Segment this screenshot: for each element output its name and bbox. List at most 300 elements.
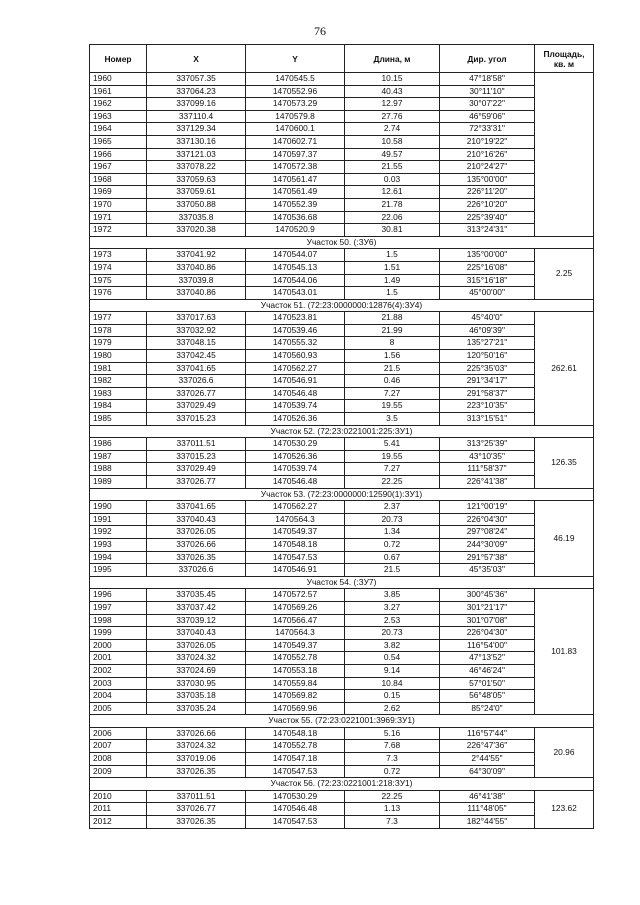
- x-cell: 337040.86: [147, 287, 246, 300]
- x-cell: 337037.42: [147, 601, 246, 614]
- y-cell: 1470547.18: [246, 753, 345, 766]
- table-row: [90, 538, 594, 551]
- angle-cell: 313°24'31": [440, 224, 535, 237]
- length-cell: 19.55: [345, 450, 440, 463]
- point-number-cell: 1971: [90, 211, 147, 224]
- x-cell: 337026.66: [147, 727, 246, 740]
- angle-cell: 45°00'00": [440, 287, 535, 300]
- table-row: [90, 614, 594, 627]
- y-cell: 1470564.3: [246, 627, 345, 640]
- point-number-cell: 1960: [90, 73, 147, 86]
- angle-cell: 30°07'22": [440, 98, 535, 111]
- length-cell: 9.14: [345, 664, 440, 677]
- y-cell: 1470564.3: [246, 513, 345, 526]
- x-cell: 337057.35: [147, 73, 246, 86]
- angle-cell: 135°00'00": [440, 173, 535, 186]
- point-number-cell: 1995: [90, 564, 147, 577]
- point-number-cell: 2009: [90, 765, 147, 778]
- y-cell: 1470600.1: [246, 123, 345, 136]
- length-cell: 40.43: [345, 85, 440, 98]
- x-cell: 337026.05: [147, 639, 246, 652]
- length-cell: 0.15: [345, 690, 440, 703]
- point-number-cell: 1991: [90, 513, 147, 526]
- x-cell: 337099.16: [147, 98, 246, 111]
- y-cell: 1470559.84: [246, 677, 345, 690]
- y-cell: 1470569.96: [246, 702, 345, 715]
- angle-cell: 120°50'16": [440, 350, 535, 363]
- length-cell: 27.76: [345, 110, 440, 123]
- length-cell: 1.51: [345, 261, 440, 274]
- angle-cell: 297°08'24": [440, 526, 535, 539]
- x-cell: 337041.92: [147, 249, 246, 262]
- length-cell: 2.74: [345, 123, 440, 136]
- y-cell: 1470544.07: [246, 249, 345, 262]
- length-cell: 12.97: [345, 98, 440, 111]
- length-cell: 7.27: [345, 387, 440, 400]
- y-cell: 1470546.48: [246, 476, 345, 489]
- length-cell: 3.27: [345, 601, 440, 614]
- table-row: [90, 362, 594, 375]
- angle-cell: 135°27'21": [440, 337, 535, 350]
- table-row: [90, 702, 594, 715]
- y-cell: 1470561.49: [246, 186, 345, 199]
- x-cell: 337064.23: [147, 85, 246, 98]
- y-cell: 1470548.18: [246, 538, 345, 551]
- y-cell: 1470560.93: [246, 350, 345, 363]
- x-cell: 337040.43: [147, 513, 246, 526]
- table-row: [90, 224, 594, 237]
- angle-cell: 226°04'30": [440, 627, 535, 640]
- section-title: Участок 54. (:ЗУ7): [90, 576, 594, 589]
- y-cell: 1470547.53: [246, 816, 345, 829]
- point-number-cell: 2002: [90, 664, 147, 677]
- col-header-y: Y: [246, 45, 345, 73]
- y-cell: 1470572.38: [246, 161, 345, 174]
- length-cell: 3.82: [345, 639, 440, 652]
- y-cell: 1470573.29: [246, 98, 345, 111]
- col-header-area: Площадь, кв. м: [535, 45, 594, 73]
- length-cell: 5.41: [345, 438, 440, 451]
- angle-cell: 182°44'55": [440, 816, 535, 829]
- col-header-x: X: [147, 45, 246, 73]
- point-number-cell: 2008: [90, 753, 147, 766]
- x-cell: 337026.6: [147, 564, 246, 577]
- point-number-cell: 1985: [90, 413, 147, 426]
- point-number-cell: 1994: [90, 551, 147, 564]
- table-row: [90, 337, 594, 350]
- angle-cell: 301°21'17": [440, 601, 535, 614]
- x-cell: 337078.22: [147, 161, 246, 174]
- length-cell: 22.25: [345, 790, 440, 803]
- point-number-cell: 1983: [90, 387, 147, 400]
- table-row: [90, 727, 594, 740]
- table-row: [90, 664, 594, 677]
- length-cell: 49.57: [345, 148, 440, 161]
- y-cell: 1470546.91: [246, 375, 345, 388]
- x-cell: 337024.32: [147, 652, 246, 665]
- angle-cell: 223°10'35": [440, 400, 535, 413]
- point-number-cell: 1986: [90, 438, 147, 451]
- length-cell: 21.99: [345, 324, 440, 337]
- point-number-cell: 1977: [90, 312, 147, 325]
- point-number-cell: 1964: [90, 123, 147, 136]
- x-cell: 337011.51: [147, 790, 246, 803]
- length-cell: 2.53: [345, 614, 440, 627]
- point-number-cell: 2004: [90, 690, 147, 703]
- y-cell: 1470546.91: [246, 564, 345, 577]
- table-row: [90, 98, 594, 111]
- section-title: Участок 53. (72:23:0000000:12590(1):ЗУ1): [90, 488, 594, 501]
- point-number-cell: 1974: [90, 261, 147, 274]
- length-cell: 10.15: [345, 73, 440, 86]
- table-row: [90, 526, 594, 539]
- table-row: [90, 476, 594, 489]
- x-cell: 337026.77: [147, 476, 246, 489]
- angle-cell: 30°11'10": [440, 85, 535, 98]
- point-number-cell: 1973: [90, 249, 147, 262]
- length-cell: 5.16: [345, 727, 440, 740]
- angle-cell: 57°01'50": [440, 677, 535, 690]
- point-number-cell: 1978: [90, 324, 147, 337]
- y-cell: 1470549.37: [246, 639, 345, 652]
- length-cell: 20.73: [345, 513, 440, 526]
- point-number-cell: 1980: [90, 350, 147, 363]
- length-cell: 1.49: [345, 274, 440, 287]
- table-row: [90, 324, 594, 337]
- point-number-cell: 2001: [90, 652, 147, 665]
- table-row: [90, 652, 594, 665]
- y-cell: 1470526.36: [246, 450, 345, 463]
- point-number-cell: 1969: [90, 186, 147, 199]
- table-row: [90, 287, 594, 300]
- y-cell: 1470530.29: [246, 438, 345, 451]
- section-title: Участок 50. (:ЗУ6): [90, 236, 594, 249]
- length-cell: 22.06: [345, 211, 440, 224]
- x-cell: 337029.49: [147, 463, 246, 476]
- x-cell: 337042.45: [147, 350, 246, 363]
- angle-cell: 225°39'40": [440, 211, 535, 224]
- table-row: [90, 564, 594, 577]
- point-number-cell: 1984: [90, 400, 147, 413]
- area-cell: 262.61: [535, 312, 594, 425]
- table-row: [90, 387, 594, 400]
- col-header-number: Номер: [90, 45, 147, 73]
- table-row: [90, 375, 594, 388]
- section-row: [90, 778, 594, 791]
- length-cell: 7.3: [345, 753, 440, 766]
- x-cell: 337011.51: [147, 438, 246, 451]
- angle-cell: 226°47'36": [440, 740, 535, 753]
- section-row: [90, 425, 594, 438]
- point-number-cell: 2005: [90, 702, 147, 715]
- angle-cell: 291°57'38": [440, 551, 535, 564]
- y-cell: 1470536.68: [246, 211, 345, 224]
- area-cell: 123.62: [535, 790, 594, 828]
- length-cell: 2.62: [345, 702, 440, 715]
- table-row: [90, 123, 594, 136]
- point-number-cell: 2010: [90, 790, 147, 803]
- coordinates-table: [89, 44, 594, 829]
- y-cell: 1470545.13: [246, 261, 345, 274]
- length-cell: 0.72: [345, 538, 440, 551]
- x-cell: 337015.23: [147, 450, 246, 463]
- length-cell: 7.68: [345, 740, 440, 753]
- angle-cell: 313°15'51": [440, 413, 535, 426]
- angle-cell: 46°59'06": [440, 110, 535, 123]
- col-header-length: Длина, м: [345, 45, 440, 73]
- point-number-cell: 1972: [90, 224, 147, 237]
- angle-cell: 244°30'09": [440, 538, 535, 551]
- angle-cell: 226°10'20": [440, 198, 535, 211]
- x-cell: 337019.06: [147, 753, 246, 766]
- x-cell: 337121.03: [147, 148, 246, 161]
- angle-cell: 47°13'52": [440, 652, 535, 665]
- point-number-cell: 1967: [90, 161, 147, 174]
- y-cell: 1470569.26: [246, 601, 345, 614]
- point-number-cell: 1996: [90, 589, 147, 602]
- angle-cell: 210°19'22": [440, 135, 535, 148]
- x-cell: 337059.63: [147, 173, 246, 186]
- length-cell: 7.27: [345, 463, 440, 476]
- point-number-cell: 1976: [90, 287, 147, 300]
- x-cell: 337035.24: [147, 702, 246, 715]
- table-row: [90, 601, 594, 614]
- y-cell: 1470569.82: [246, 690, 345, 703]
- table-row: [90, 438, 594, 451]
- table-row: [90, 589, 594, 602]
- table-row: [90, 816, 594, 829]
- point-number-cell: 1988: [90, 463, 147, 476]
- table-row: [90, 803, 594, 816]
- x-cell: 337129.34: [147, 123, 246, 136]
- y-cell: 1470553.18: [246, 664, 345, 677]
- length-cell: 22.25: [345, 476, 440, 489]
- point-number-cell: 1968: [90, 173, 147, 186]
- x-cell: 337024.69: [147, 664, 246, 677]
- x-cell: 337035.8: [147, 211, 246, 224]
- y-cell: 1470566.47: [246, 614, 345, 627]
- y-cell: 1470530.29: [246, 790, 345, 803]
- angle-cell: 291°58'37": [440, 387, 535, 400]
- y-cell: 1470555.32: [246, 337, 345, 350]
- y-cell: 1470543.01: [246, 287, 345, 300]
- y-cell: 1470545.5: [246, 73, 345, 86]
- x-cell: 337130.16: [147, 135, 246, 148]
- y-cell: 1470539.74: [246, 463, 345, 476]
- table-row: [90, 85, 594, 98]
- angle-cell: 56°48'05": [440, 690, 535, 703]
- table-row: [90, 740, 594, 753]
- angle-cell: 116°54'00": [440, 639, 535, 652]
- angle-cell: 46°46'24": [440, 664, 535, 677]
- col-header-angle: Дир. угол: [440, 45, 535, 73]
- angle-cell: 225°16'08": [440, 261, 535, 274]
- table-row: [90, 790, 594, 803]
- angle-cell: 2°44'55": [440, 753, 535, 766]
- table-row: [90, 312, 594, 325]
- area-cell: 2.25: [535, 249, 594, 299]
- length-cell: 0.54: [345, 652, 440, 665]
- length-cell: 21.55: [345, 161, 440, 174]
- header-row: [90, 45, 594, 73]
- table-row: [90, 400, 594, 413]
- table-row: [90, 690, 594, 703]
- angle-cell: 47°18'58": [440, 73, 535, 86]
- length-cell: 10.84: [345, 677, 440, 690]
- y-cell: 1470539.46: [246, 324, 345, 337]
- x-cell: 337040.43: [147, 627, 246, 640]
- x-cell: 337059.61: [147, 186, 246, 199]
- angle-cell: 111°48'05": [440, 803, 535, 816]
- angle-cell: 45°35'03": [440, 564, 535, 577]
- length-cell: 21.5: [345, 564, 440, 577]
- length-cell: 21.78: [345, 198, 440, 211]
- x-cell: 337020.38: [147, 224, 246, 237]
- point-number-cell: 1966: [90, 148, 147, 161]
- angle-cell: 225°35'03": [440, 362, 535, 375]
- angle-cell: 301°07'08": [440, 614, 535, 627]
- x-cell: 337032.92: [147, 324, 246, 337]
- length-cell: 0.72: [345, 765, 440, 778]
- point-number-cell: 1963: [90, 110, 147, 123]
- angle-cell: 46°41'38": [440, 790, 535, 803]
- angle-cell: 315°16'18": [440, 274, 535, 287]
- point-number-cell: 1987: [90, 450, 147, 463]
- y-cell: 1470552.96: [246, 85, 345, 98]
- y-cell: 1470552.78: [246, 652, 345, 665]
- y-cell: 1470526.36: [246, 413, 345, 426]
- section-row: [90, 576, 594, 589]
- table-row: [90, 198, 594, 211]
- section-title: Участок 51. (72:23:0000000:12876(4):ЗУ4): [90, 299, 594, 312]
- table-row: [90, 551, 594, 564]
- angle-cell: 210°24'27": [440, 161, 535, 174]
- area-cell: 46.19: [535, 501, 594, 577]
- y-cell: 1470546.48: [246, 803, 345, 816]
- area-cell: 101.83: [535, 589, 594, 715]
- x-cell: 337110.4: [147, 110, 246, 123]
- length-cell: 1.5: [345, 287, 440, 300]
- x-cell: 337041.65: [147, 501, 246, 514]
- table-row: [90, 450, 594, 463]
- length-cell: 1.34: [345, 526, 440, 539]
- y-cell: 1470562.27: [246, 501, 345, 514]
- x-cell: 337026.35: [147, 816, 246, 829]
- section-row: [90, 488, 594, 501]
- x-cell: 337026.35: [147, 765, 246, 778]
- x-cell: 337035.45: [147, 589, 246, 602]
- table-body: [90, 73, 594, 829]
- angle-cell: 116°57'44": [440, 727, 535, 740]
- y-cell: 1470552.39: [246, 198, 345, 211]
- table-row: [90, 463, 594, 476]
- table-row: [90, 639, 594, 652]
- point-number-cell: 1997: [90, 601, 147, 614]
- angle-cell: 64°30'09": [440, 765, 535, 778]
- length-cell: 1.5: [345, 249, 440, 262]
- angle-cell: 300°45'36": [440, 589, 535, 602]
- x-cell: 337035.18: [147, 690, 246, 703]
- y-cell: 1470548.18: [246, 727, 345, 740]
- point-number-cell: 1998: [90, 614, 147, 627]
- x-cell: 337024.32: [147, 740, 246, 753]
- x-cell: 337026.77: [147, 387, 246, 400]
- y-cell: 1470547.53: [246, 765, 345, 778]
- point-number-cell: 1961: [90, 85, 147, 98]
- x-cell: 337026.35: [147, 551, 246, 564]
- point-number-cell: 2003: [90, 677, 147, 690]
- section-row: [90, 715, 594, 728]
- table-row: [90, 161, 594, 174]
- length-cell: 0.46: [345, 375, 440, 388]
- point-number-cell: 1990: [90, 501, 147, 514]
- point-number-cell: 1989: [90, 476, 147, 489]
- point-number-cell: 1992: [90, 526, 147, 539]
- table-row: [90, 765, 594, 778]
- table-row: [90, 677, 594, 690]
- section-title: Участок 55. (72:23:0221001:3969:ЗУ1): [90, 715, 594, 728]
- point-number-cell: 1970: [90, 198, 147, 211]
- length-cell: 21.88: [345, 312, 440, 325]
- x-cell: 337048.15: [147, 337, 246, 350]
- table-row: [90, 135, 594, 148]
- length-cell: 20.73: [345, 627, 440, 640]
- table-row: [90, 501, 594, 514]
- angle-cell: 226°04'30": [440, 513, 535, 526]
- length-cell: 3.5: [345, 413, 440, 426]
- angle-cell: 121°00'19": [440, 501, 535, 514]
- table-row: [90, 627, 594, 640]
- angle-cell: 72°33'31": [440, 123, 535, 136]
- x-cell: 337026.77: [147, 803, 246, 816]
- angle-cell: 43°10'35": [440, 450, 535, 463]
- angle-cell: 291°34'17": [440, 375, 535, 388]
- x-cell: 337040.86: [147, 261, 246, 274]
- section-row: [90, 236, 594, 249]
- y-cell: 1470597.37: [246, 148, 345, 161]
- point-number-cell: 1981: [90, 362, 147, 375]
- y-cell: 1470523.81: [246, 312, 345, 325]
- length-cell: 0.03: [345, 173, 440, 186]
- table-row: [90, 274, 594, 287]
- point-number-cell: 1975: [90, 274, 147, 287]
- length-cell: 1.13: [345, 803, 440, 816]
- table-row: [90, 211, 594, 224]
- x-cell: 337017.63: [147, 312, 246, 325]
- x-cell: 337039.12: [147, 614, 246, 627]
- point-number-cell: 2007: [90, 740, 147, 753]
- point-number-cell: 2012: [90, 816, 147, 829]
- table-row: [90, 513, 594, 526]
- y-cell: 1470562.27: [246, 362, 345, 375]
- y-cell: 1470552.78: [246, 740, 345, 753]
- y-cell: 1470572.57: [246, 589, 345, 602]
- angle-cell: 46°09'39": [440, 324, 535, 337]
- point-number-cell: 2000: [90, 639, 147, 652]
- x-cell: 337026.66: [147, 538, 246, 551]
- y-cell: 1470579.8: [246, 110, 345, 123]
- angle-cell: 313°25'39": [440, 438, 535, 451]
- table-row: [90, 350, 594, 363]
- length-cell: 1.56: [345, 350, 440, 363]
- length-cell: 30.81: [345, 224, 440, 237]
- length-cell: 10.58: [345, 135, 440, 148]
- area-cell: 126.35: [535, 438, 594, 488]
- length-cell: 8: [345, 337, 440, 350]
- table-row: [90, 173, 594, 186]
- table-row: [90, 261, 594, 274]
- point-number-cell: 1979: [90, 337, 147, 350]
